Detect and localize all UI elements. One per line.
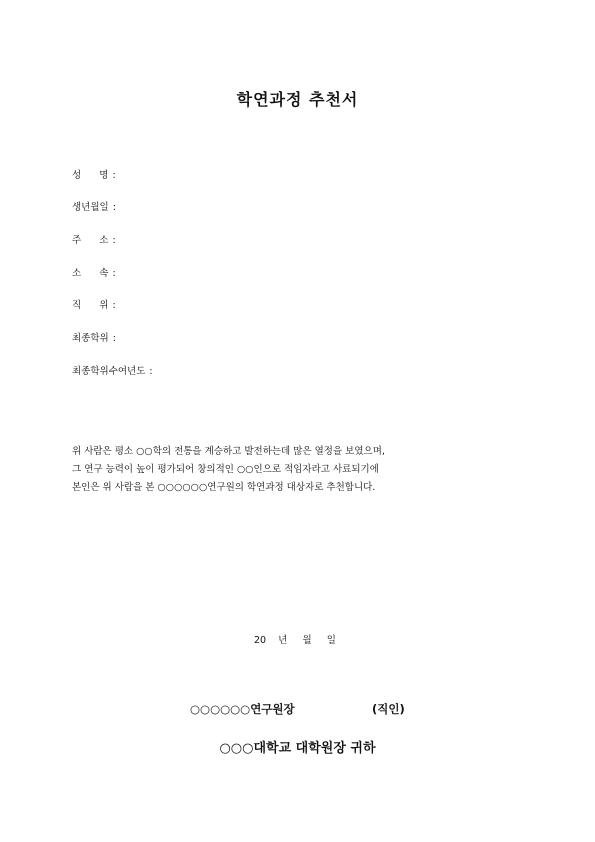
paragraph-line: 위 사람은 평소 ○○학의 전통을 계승하고 발전하는데 많은 열정을 보였으며, (72, 446, 385, 457)
field-colon: : (112, 268, 116, 279)
field-label: 생년월일 (72, 202, 109, 213)
date-line: 20 년 월 일 (254, 635, 336, 646)
field-name (72, 167, 116, 181)
signer-name: ○○○○○○연구원장 (190, 702, 295, 716)
official-seal-label: (직인) (372, 702, 405, 716)
field-affiliation (72, 265, 116, 279)
field-label: 최종학위 (72, 333, 109, 344)
field-label: 주 소 (72, 235, 109, 246)
field-birthdate (72, 199, 116, 213)
field-colon: : (149, 366, 153, 377)
field-colon: : (112, 170, 116, 181)
recommendation-paragraph (72, 443, 532, 497)
field-label: 성 명 (72, 170, 109, 181)
field-colon: : (112, 300, 116, 311)
addressee: ○○○대학교 대학원장 귀하 (219, 741, 376, 756)
field-colon: : (112, 202, 116, 213)
field-label: 최종학위수여년도 (72, 366, 146, 377)
field-address (72, 232, 116, 246)
field-label: 소 속 (72, 268, 109, 279)
field-label: 직 위 (72, 300, 109, 311)
field-final-degree (72, 330, 116, 344)
paragraph-line: 그 연구 능력이 높이 평가되어 창의적인 ○○인으로 적임자라고 사료되기에 (72, 464, 379, 475)
field-position (72, 297, 116, 311)
field-colon: : (112, 235, 116, 246)
field-degree-year (72, 363, 153, 377)
document-title: 학연과정 추천서 (236, 90, 359, 109)
paragraph-line: 본인은 위 사람을 본 ○○○○○○연구원의 학연과정 대상자로 추천합니다. (72, 482, 376, 493)
field-colon: : (112, 333, 116, 344)
